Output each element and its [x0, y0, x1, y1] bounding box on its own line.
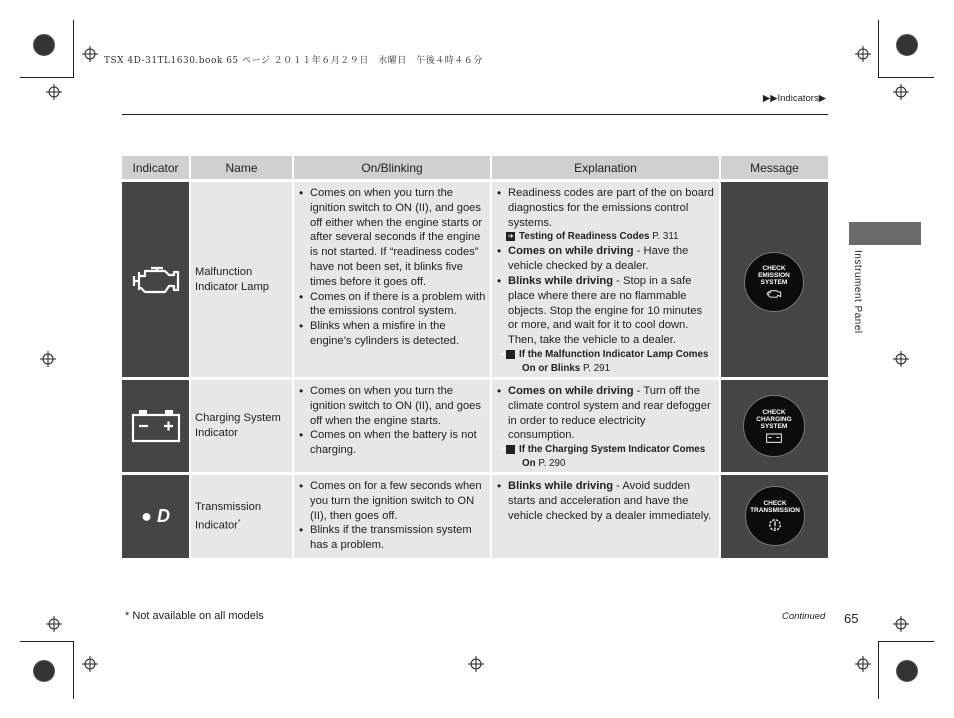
registration-mark-icon: [46, 616, 62, 632]
battery-icon: [131, 409, 181, 443]
registration-mark-icon: [46, 84, 62, 100]
header-explanation: Explanation: [492, 156, 719, 179]
list-item: • Comes on when you turn the ignition switch to ON (II), and goes off when the engine starts.: [296, 384, 486, 428]
battery-icon: [766, 432, 782, 443]
color-dial-icon: [33, 34, 55, 56]
color-dial-icon: [896, 34, 918, 56]
transmission-d-icon: ● D: [141, 506, 170, 527]
list-item: • Readiness codes are part of the on board diagnostics for the emissions control systems.: [494, 186, 715, 230]
list-item: • Comes on when you turn the ignition switch to ON (II), and goes off either when the engine starts or after several seconds if the engine is not started. If “readiness codes” have not been set, it blinks five times before it goes off.: [296, 186, 486, 290]
list-item: • Comes on if there is a problem with the emissions control system.: [296, 290, 486, 320]
cross-reference-link[interactable]: ➜ Testing of Readiness Codes P. 311: [507, 231, 679, 243]
list-item: • Blinks while driving - Avoid sudden starts and acceleration and have the vehicle checked by a dealer immediately.: [494, 479, 715, 523]
table-row-message-cell: [721, 475, 828, 558]
header-name: Name: [191, 156, 292, 179]
list-item: • Comes on for a few seconds when you turn the ignition switch to ON (II), then goes off.: [296, 479, 486, 523]
registration-mark-icon: [855, 46, 871, 62]
table-row-message-cell: [721, 380, 828, 472]
registration-mark-icon: [893, 616, 909, 632]
header-message: Message: [721, 156, 828, 179]
list-item: • Blinks if the transmission system has a problem.: [296, 523, 486, 553]
registration-mark-icon: [40, 351, 56, 367]
table-row-on-blinking: [294, 380, 490, 472]
table-row-name: Malfunction Indicator Lamp: [191, 182, 292, 377]
header-on-blinking: On/Blinking: [294, 156, 490, 179]
page-number: 65: [844, 611, 859, 626]
side-tab-label: Instrument Panel: [852, 250, 863, 334]
list-item: • Comes on while driving - Turn off the climate control system and rear defogger in order to reduce electricity consumption.: [494, 384, 715, 443]
reference-arrow-icon: ➜: [507, 233, 514, 241]
table-row-message-cell: [721, 182, 828, 377]
registration-mark-icon: [468, 656, 484, 672]
table-row-explanation: [492, 475, 719, 558]
registration-mark-icon: [893, 84, 909, 100]
table-row-explanation: [492, 380, 719, 472]
gear-warning-icon: [767, 517, 783, 533]
side-tab[interactable]: [849, 222, 921, 245]
cross-reference-link[interactable]: ➜ If the Malfunction Indicator Lamp Comes On or Blinks P. 291: [499, 348, 709, 374]
engine-icon: [131, 262, 181, 298]
table-row-indicator-cell: [122, 475, 189, 558]
table-row-on-blinking: [294, 475, 490, 558]
table-row-indicator-cell: [122, 380, 189, 472]
cross-reference-link[interactable]: ➜ If the Charging System Indicator Comes On P. 290: [499, 444, 706, 470]
registration-mark-icon: [893, 351, 909, 367]
table-row-indicator-cell: [122, 182, 189, 377]
list-item: • Comes on when the battery is not charging.: [296, 428, 486, 458]
list-item: • Comes on while driving - Have the vehicle checked by a dealer.: [494, 244, 715, 274]
header-rule: [122, 114, 828, 115]
continued-label: Continued: [782, 611, 826, 622]
header-indicator: Indicator: [122, 156, 189, 179]
color-dial-icon: [33, 660, 55, 682]
message-display: CHECK EMISSION SYSTEM: [744, 252, 804, 312]
color-dial-icon: [896, 660, 918, 682]
breadcrumb[interactable]: ▶▶Indicators▶: [762, 93, 826, 104]
message-display: CHECK TRANSMISSION: [745, 486, 805, 546]
table-row-name: Transmission Indicator*: [191, 475, 292, 558]
reference-arrow-icon: ➜: [506, 350, 515, 359]
footnote: * Not available on all models: [125, 610, 264, 622]
list-item: • Blinks while driving - Stop in a safe place where there are no flammable objects. Stop the engine for 10 minutes or more, and wait for it to cool down. Then, take the vehicle to a dealer.: [494, 274, 715, 348]
print-line: TSX 4D-31TL1630.book 65 ページ ２０１１年６月２９日 水曜日 午後４時４６分: [104, 56, 483, 66]
table-row-name: Charging System Indicator: [191, 380, 292, 472]
registration-mark-icon: [82, 46, 98, 62]
table-row-on-blinking: [294, 182, 490, 377]
list-item: • Blinks when a misfire in the engine’s cylinders is detected.: [296, 319, 486, 349]
table-row-explanation: [492, 182, 719, 377]
engine-icon: [766, 288, 782, 299]
registration-mark-icon: [82, 656, 98, 672]
reference-arrow-icon: ➜: [506, 445, 515, 454]
message-display: CHECK CHARGING SYSTEM: [743, 395, 805, 457]
registration-mark-icon: [855, 656, 871, 672]
